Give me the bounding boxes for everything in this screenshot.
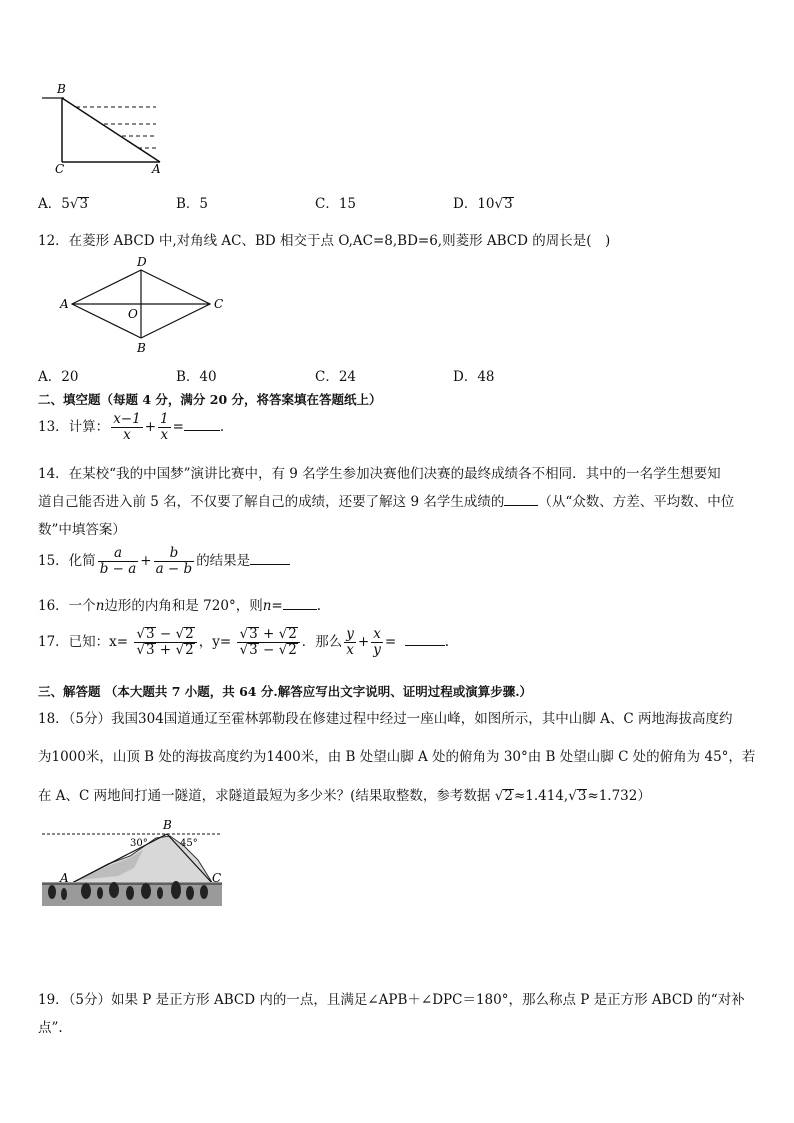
- q11-label-B: B: [57, 82, 66, 96]
- q17-y-den: √3 − √2: [239, 642, 297, 658]
- q13-f1-den: x: [123, 427, 131, 443]
- q18-angle-45: 45°: [180, 838, 198, 849]
- q15-fraction-2: [154, 546, 195, 577]
- q16-n2: n: [262, 598, 272, 614]
- q17-yx-fraction: $\frac{y}{x}$: [346, 626, 354, 658]
- q18-radicand-2: 2: [504, 788, 513, 804]
- q12-label-A: A: [60, 297, 69, 311]
- q13-f1-num: x−1: [113, 411, 141, 427]
- q13-end: .: [219, 419, 225, 435]
- q13-answer-blank[interactable]: [184, 418, 220, 431]
- q14-line2: [38, 490, 758, 510]
- q13-fraction-1: [111, 412, 143, 443]
- q17-plus: +: [357, 634, 370, 650]
- q11-choice-d: [453, 192, 514, 212]
- q12-choice-b: B．40: [176, 369, 217, 385]
- sqrt-icon: √: [239, 642, 249, 658]
- q14-line3: 数”中填答案）: [38, 522, 126, 538]
- q17-sep: ，y=: [198, 634, 232, 650]
- q17-x-num: √3 − √2: [134, 627, 196, 643]
- q18-mountain-figure: [38, 816, 228, 908]
- q16-n: n: [95, 598, 105, 614]
- sqrt-icon: √: [136, 626, 146, 642]
- q11-choice-a-radicand: 3: [79, 196, 89, 212]
- q15-answer-blank[interactable]: [250, 552, 290, 565]
- q18-line3-a: 在 A、C 两地间打通一隧道，求隧道最短为多少米？(结果取整数，参考数据: [38, 788, 491, 804]
- q17-answer-blank[interactable]: [405, 633, 445, 646]
- q16: [38, 594, 758, 614]
- q17: [38, 627, 758, 658]
- sqrt-icon: √: [494, 788, 504, 804]
- sqrt-icon: √: [278, 642, 288, 658]
- q15-f1-num: a: [98, 546, 139, 562]
- q13-f2-den: x: [160, 427, 169, 443]
- q13-fraction-2: [158, 412, 171, 443]
- q18-radicand-3: 3: [577, 788, 587, 804]
- q18-line2: 为1000米，山顶 B 处的海拔高度约为1400米，由 B 处望山脚 A 处的俯角为 30°由 B 处望山脚 C 处的俯角为 45°，若: [38, 749, 756, 765]
- sqrt-icon: √: [239, 626, 249, 642]
- q18-angle-30: 30°: [130, 838, 148, 849]
- q12-label-O: O: [128, 307, 138, 321]
- q18-line3-c: ≈1.732）: [587, 788, 651, 804]
- q17-mid: ．那么: [301, 634, 343, 650]
- sqrt-icon: √: [278, 626, 288, 642]
- q15-f2-den: a − b: [155, 561, 193, 577]
- q11-label-A: A: [152, 162, 161, 175]
- q15-prefix: 15．化简: [38, 553, 96, 569]
- q13-f2-num: 1: [160, 411, 169, 427]
- q17-eq: =: [384, 634, 397, 650]
- q16-answer-blank[interactable]: [283, 597, 317, 610]
- q17-prefix: 17．已知：x=: [38, 634, 129, 650]
- sqrt-icon: √: [69, 196, 79, 212]
- q17-y-fraction: [237, 627, 299, 658]
- q12-label-D: D: [137, 256, 147, 269]
- q18-label-C: C: [212, 871, 222, 885]
- q18-line3-b: ≈1.414,: [513, 788, 569, 804]
- q19-line1: 19．（5分）如果 P 是正方形 ABCD 内的一点，且满足∠APB＋∠DPC＝180°，那么称点 P 是正方形 ABCD 的“对补: [38, 992, 745, 1008]
- q16-prefix: 16．一个: [38, 598, 96, 614]
- q15-f2-num: b: [154, 546, 195, 562]
- q12-choice-a: A．20: [38, 369, 79, 385]
- q17-y-num: √3 + √2: [237, 627, 299, 643]
- q15: [38, 546, 758, 577]
- q11-choice-b: B．5: [176, 196, 209, 212]
- q11-side-BA: [62, 98, 160, 162]
- q14-answer-blank[interactable]: [504, 493, 538, 506]
- sqrt-icon: √: [568, 788, 577, 804]
- q18-line1: 18．（5分）我国304国道通辽至霍林郭勒段在修建过程中经过一座山峰，如图所示，其中山脚 A、C 两地海拔高度约: [38, 711, 733, 727]
- q17-end: .: [444, 634, 450, 650]
- q12-choice-c: C．24: [315, 369, 357, 385]
- q12-rhombus-figure: [58, 256, 228, 356]
- q13: [38, 412, 758, 443]
- q11-label-C: C: [55, 162, 65, 175]
- q12-stem: 12．在菱形 ABCD 中,对角线 AC、BD 相交于点 O,AC=8,BD=6,则菱形 ABCD 的周长是( ): [38, 233, 611, 249]
- q14-line2-b: （从“众数、方差、平均数、中位: [538, 494, 735, 510]
- q15-plus: +: [140, 553, 152, 569]
- q15-suffix: 的结果是: [196, 553, 251, 569]
- q16-end: .: [316, 598, 322, 614]
- q13-plus: +: [144, 419, 157, 435]
- q16-mid: 边形的内角和是 720°，则: [104, 598, 263, 614]
- q18-line3: [38, 784, 758, 804]
- section2-title: 二、填空题（每题 4 分，满分 20 分，将答案填在答题纸上）: [38, 392, 382, 407]
- q11-choice-a-text: A．5: [38, 196, 70, 212]
- q17-xy-fraction: $\frac{x}{y}$: [373, 626, 381, 658]
- q14-line1: 14．在某校“我的中国梦”演讲比赛中，有 9 名学生参加决赛他们决赛的最终成绩各不相同．其中的一名学生想要知: [38, 466, 721, 482]
- q17-x-fraction: [134, 627, 196, 658]
- section3-title: 三、解答题 （本大题共 7 小题，共 64 分.解答应写出文字说明、证明过程或演算步骤.）: [38, 684, 533, 699]
- q11-choice-d-text: D．10: [453, 196, 495, 212]
- q15-fraction-1: [98, 546, 139, 577]
- q14-line2-a: 道自己能否进入前 5 名，不仅要了解自己的成绩，还要了解这 9 名学生成绩的: [38, 494, 505, 510]
- q12-label-C: C: [214, 297, 224, 311]
- q12-choice-d: D．48: [453, 369, 495, 385]
- q18-label-B: B: [163, 818, 172, 832]
- q17-x-den: √3 + √2: [136, 642, 194, 658]
- q19-line2: 点”.: [38, 1020, 63, 1036]
- q12-label-B: B: [137, 341, 146, 355]
- sqrt-icon: √: [175, 642, 185, 658]
- q13-eq: =: [172, 419, 184, 435]
- q11-figure: [38, 80, 168, 175]
- sqrt-icon: √: [136, 642, 146, 658]
- q15-f1-den: b − a: [99, 561, 137, 577]
- sqrt-icon: √: [494, 196, 504, 212]
- q18-label-A: A: [60, 871, 69, 885]
- q11-choice-a: [38, 192, 89, 212]
- sqrt-icon: √: [175, 626, 185, 642]
- q11-choice-c: C．15: [315, 196, 357, 212]
- q16-eq: =: [271, 598, 283, 614]
- q11-choice-d-radicand: 3: [504, 196, 513, 212]
- q13-prefix: 13．计算：: [38, 419, 110, 435]
